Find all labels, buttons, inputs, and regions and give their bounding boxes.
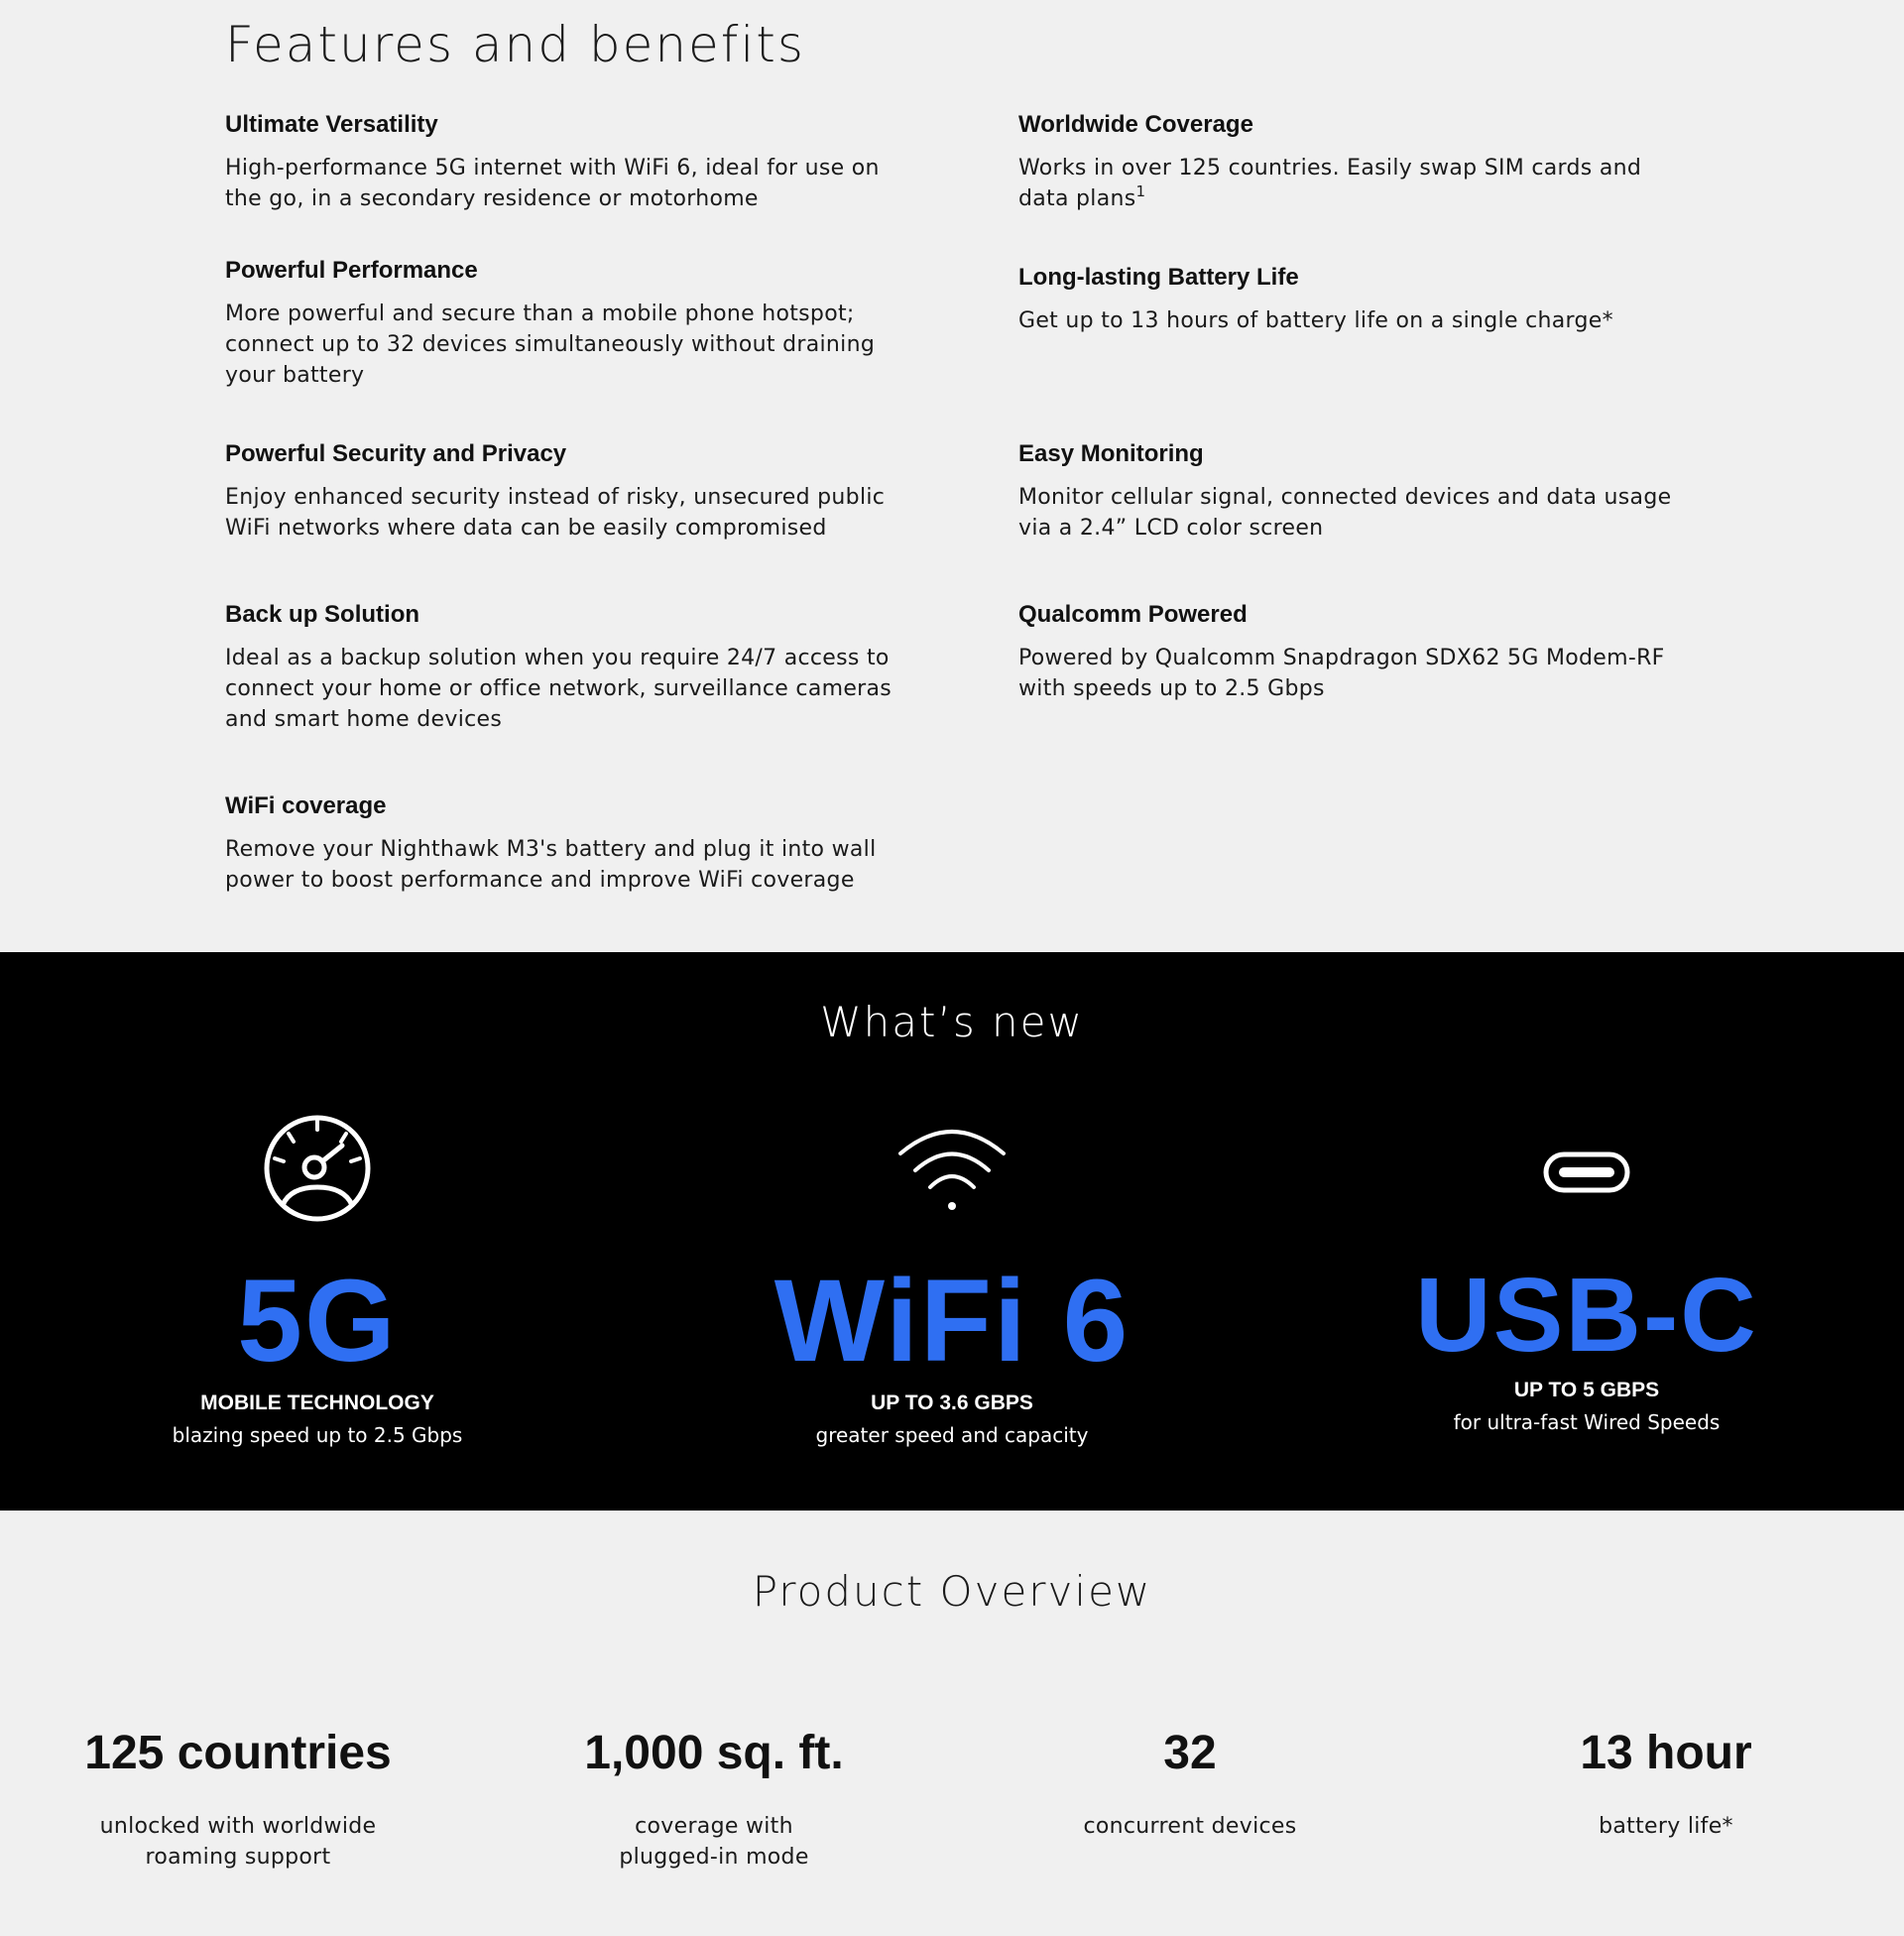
stat-value: 1,000 sq. ft.	[584, 1727, 844, 1779]
feature-backup-solution	[225, 601, 899, 735]
stat-label	[476, 1811, 952, 1873]
features-title: Features and benefits	[225, 16, 805, 73]
features-section	[0, 0, 1904, 952]
stat-value: 13 hour	[1580, 1727, 1752, 1779]
feature-worldwide-coverage	[1018, 111, 1693, 214]
whats-new-item-5g	[0, 952, 635, 1511]
feature-subtitle: UP TO 3.6 GBPS	[871, 1392, 1033, 1414]
whats-new-section	[0, 952, 1904, 1511]
feature-easy-monitoring	[1018, 440, 1693, 544]
stat-label-line: roaming support	[145, 1845, 331, 1870]
feature-subtitle: UP TO 5 GBPS	[1513, 1379, 1660, 1401]
feature-title: Ultimate Versatility	[225, 111, 438, 138]
feature-description: greater speed and capacity	[815, 1423, 1089, 1447]
feature-wifi-coverage	[225, 792, 899, 896]
feature-ultimate-versatility	[225, 111, 899, 214]
footnote-marker: 1	[1135, 182, 1146, 200]
stat-label-line: concurrent devices	[1083, 1814, 1297, 1839]
stat-label-line: unlocked with worldwide	[99, 1814, 377, 1839]
whats-new-title: What’s new	[820, 998, 1084, 1046]
speedometer-icon	[263, 1114, 372, 1223]
feature-title: Back up Solution	[225, 601, 420, 628]
stat-battery	[1428, 1726, 1904, 1842]
stat-label-line: battery life*	[1599, 1814, 1733, 1839]
feature-subtitle: MOBILE TECHNOLOGY	[200, 1392, 434, 1414]
stat-label	[952, 1811, 1428, 1842]
stat-coverage	[476, 1726, 952, 1873]
feature-text: Monitor cellular signal, connected devices and data usage via a 2.4” LCD color screen	[1018, 485, 1672, 541]
whats-new-item-wifi6	[635, 952, 1269, 1511]
stat-devices	[952, 1726, 1428, 1842]
stat-value: 32	[1163, 1727, 1217, 1779]
feature-text: Powered by Qualcomm Snapdragon SDX62 5G Modem-RF with speeds up to 2.5 Gbps	[1018, 646, 1665, 701]
feature-title: Easy Monitoring	[1018, 440, 1204, 467]
feature-text: Remove your Nighthawk M3's battery and plug it into wall power to boost performance and improve WiFi coverage	[225, 837, 877, 893]
feature-battery-life	[1018, 264, 1693, 336]
feature-qualcomm-powered	[1018, 601, 1693, 704]
feature-text-body: Works in over 125 countries. Easily swap SIM cards and data plans	[1018, 156, 1642, 211]
feature-title: WiFi coverage	[225, 792, 387, 819]
feature-text: Ideal as a backup solution when you require 24/7 access to connect your home or office network, surveillance cameras and smart home devices	[225, 646, 892, 732]
feature-security-privacy	[225, 440, 899, 544]
feature-highlight-5g: 5G	[237, 1256, 398, 1387]
feature-powerful-performance	[225, 257, 899, 391]
usb-c-icon	[1543, 1151, 1630, 1193]
stat-label	[1428, 1811, 1904, 1842]
stat-label-line: coverage with	[635, 1814, 793, 1839]
feature-title: Long-lasting Battery Life	[1018, 264, 1299, 291]
stat-countries	[0, 1726, 476, 1873]
stat-label	[0, 1811, 476, 1873]
product-overview-title: Product Overview	[752, 1567, 1152, 1616]
feature-highlight-usbc: USB-C	[1415, 1257, 1758, 1374]
feature-text: More powerful and secure than a mobile phone hotspot; connect up to 32 devices simultaneously without draining your battery	[225, 302, 876, 388]
feature-description: blazing speed up to 2.5 Gbps	[172, 1423, 463, 1447]
feature-title: Worldwide Coverage	[1018, 111, 1253, 138]
feature-title: Qualcomm Powered	[1018, 601, 1248, 628]
feature-text	[1018, 153, 1693, 214]
feature-highlight-wifi6: WiFi 6	[774, 1256, 1130, 1387]
feature-text: High-performance 5G internet with WiFi 6, ideal for use on the go, in a secondary residence or motorhome	[225, 156, 880, 211]
feature-title: Powerful Security and Privacy	[225, 440, 567, 467]
stat-label-line: plugged-in mode	[619, 1845, 809, 1870]
feature-title: Powerful Performance	[225, 257, 478, 284]
stat-value: 125 countries	[84, 1727, 392, 1779]
feature-text: Get up to 13 hours of battery life on a single charge*	[1018, 308, 1613, 333]
wifi-icon	[896, 1124, 1008, 1213]
feature-description: for ultra-fast Wired Speeds	[1453, 1410, 1721, 1434]
feature-text: Enjoy enhanced security instead of risky, unsecured public WiFi networks where data can be easily compromised	[225, 485, 886, 541]
whats-new-item-usbc	[1269, 952, 1904, 1511]
